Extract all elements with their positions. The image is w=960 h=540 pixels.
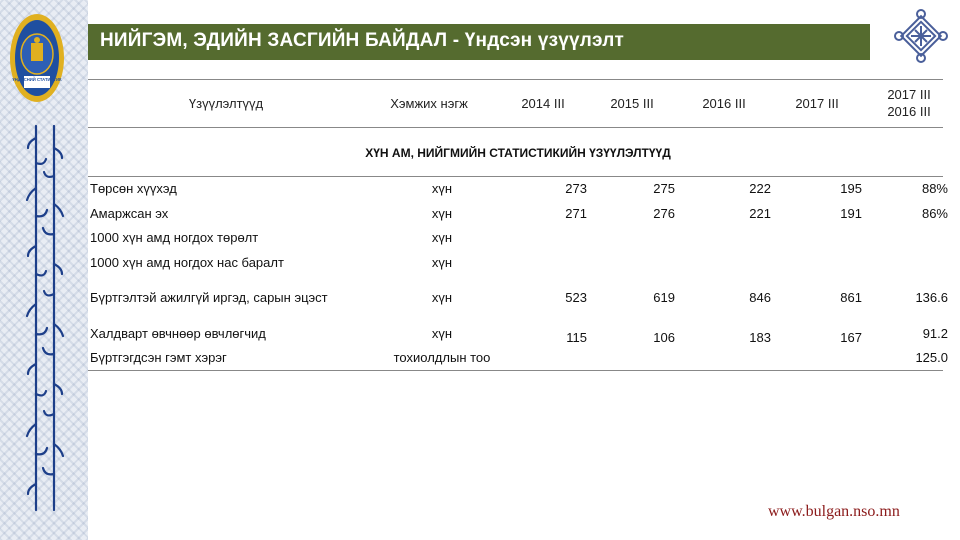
value-ratio: 91.2 bbox=[922, 326, 948, 341]
table-row bbox=[0, 255, 960, 273]
value-ratio: 86% bbox=[921, 206, 948, 221]
table-row bbox=[0, 350, 960, 368]
row-label: Халдварт өвчнөөр өвчлөгчид bbox=[90, 326, 266, 341]
value-2016: 221 bbox=[749, 206, 771, 221]
column-header-2015: 2015 III bbox=[610, 96, 654, 111]
value-2015: 619 bbox=[653, 290, 675, 305]
value-2015: 106 bbox=[653, 330, 675, 345]
table-row bbox=[0, 206, 960, 224]
value-ratio: 88% bbox=[921, 181, 948, 196]
value-2014: 523 bbox=[565, 290, 587, 305]
value-2017: 167 bbox=[840, 330, 862, 345]
page-title: НИЙГЭМ, ЭДИЙН ЗАСГИЙН БАЙДАЛ - Үндсэн үзүүлэлт bbox=[100, 30, 625, 51]
section-rule bbox=[88, 176, 943, 177]
row-unit: хүн bbox=[431, 181, 453, 196]
value-2014: 273 bbox=[565, 181, 587, 196]
row-unit: хүн bbox=[431, 230, 453, 245]
value-2016: 846 bbox=[749, 290, 771, 305]
row-label: Бүртгэгдсэн гэмт хэрэг bbox=[90, 350, 227, 365]
row-unit: хүн bbox=[431, 255, 453, 270]
state-emblem-logo bbox=[6, 10, 68, 110]
table-header-rule bbox=[88, 127, 943, 128]
column-header-2017: 2017 III bbox=[795, 96, 839, 111]
row-unit: хүн bbox=[431, 206, 453, 221]
value-2015: 276 bbox=[653, 206, 675, 221]
endless-knot-ornament bbox=[893, 8, 949, 64]
column-header-ratio-bottom: 2016 III bbox=[887, 104, 931, 119]
mongolian-script-text bbox=[20, 118, 70, 518]
row-label: 1000 хүн амд ногдох нас баралт bbox=[90, 255, 284, 270]
value-2014: 271 bbox=[565, 206, 587, 221]
column-header-2014: 2014 III bbox=[521, 96, 565, 111]
value-2016: 183 bbox=[749, 330, 771, 345]
table-top-rule bbox=[88, 79, 943, 80]
value-2016: 222 bbox=[749, 181, 771, 196]
table-row bbox=[0, 181, 960, 199]
table-bottom-rule bbox=[88, 370, 943, 371]
column-header-ratio-top: 2017 III bbox=[887, 87, 931, 102]
row-label: Бүртгэлтэй ажилгүй иргэд, сарын эцэст bbox=[90, 290, 328, 305]
column-header-unit: Хэмжих нэгж bbox=[390, 96, 468, 111]
column-header-2016: 2016 III bbox=[702, 96, 746, 111]
row-unit: хүн bbox=[431, 326, 453, 341]
logo-text-line1: ҮНДЭСНИЙ СТАТИСТИК bbox=[12, 77, 62, 82]
section-title: ХҮН АМ, НИЙГМИЙН СТАТИСТИКИЙН ҮЗҮҮЛЭЛТҮҮД bbox=[365, 146, 671, 160]
table-row bbox=[0, 290, 960, 308]
value-ratio: 136.6 bbox=[915, 290, 948, 305]
row-label: Амаржсан эх bbox=[90, 206, 169, 221]
row-unit: тохиолдлын тоо bbox=[393, 350, 491, 365]
row-label: 1000 хүн амд ногдох төрөлт bbox=[90, 230, 259, 245]
row-unit: хүн bbox=[431, 290, 453, 305]
table-row bbox=[0, 326, 960, 344]
value-2017: 195 bbox=[840, 181, 862, 196]
value-2017: 191 bbox=[840, 206, 862, 221]
table-row bbox=[0, 230, 960, 248]
column-header-indicator: Үзүүлэлтүүд bbox=[188, 96, 264, 111]
value-ratio: 125.0 bbox=[915, 350, 948, 365]
website-url[interactable]: www.bulgan.nso.mn bbox=[768, 503, 900, 520]
value-2015: 275 bbox=[653, 181, 675, 196]
value-2014: 115 bbox=[566, 330, 587, 345]
value-2017: 861 bbox=[840, 290, 862, 305]
row-label: Төрсөн хүүхэд bbox=[90, 181, 177, 196]
